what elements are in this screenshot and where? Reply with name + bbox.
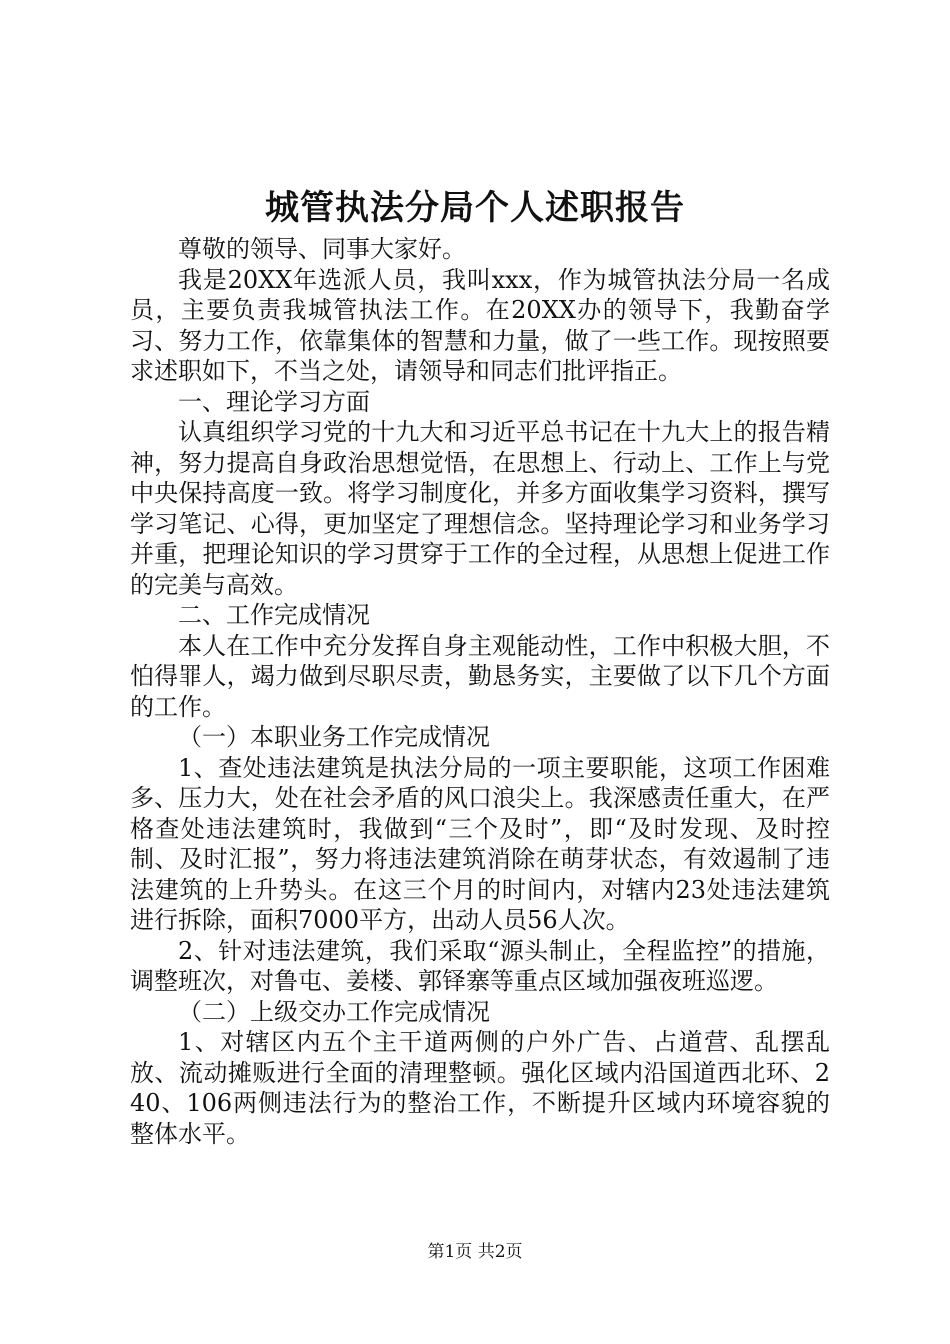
duty-item-1: 1、查处违法建筑是执法分局的一项主要职能，这项工作困难多、压力大，处在社会矛盾的风口浪尖上。我深感责任重大，在严格查处违法建筑时，我做到“三个及时”，即“及时发现、及时控制、及时汇报”，努力将违法建筑消除在萌芽状态，有效遏制了违法建筑的上升势头。在这三个月的时间内，对辖内23处违法建筑进行拆除，面积7000平方，出动人员56人次。 bbox=[130, 753, 830, 934]
subsection-heading-duty: （一）本职业务工作完成情况 bbox=[178, 723, 490, 751]
assigned-item-1: 1、对辖区内五个主干道两侧的户外广告、占道营、乱摆乱放、流动摊贩进行全面的清理整顿。强化区域内沿国道西北环、240、106两侧违法行为的整治工作，不断提升区域内环境容貌的整体水平。 bbox=[130, 1028, 830, 1148]
theory-paragraph: 认真组织学习党的十九大和习近平总书记在十九大上的报告精神，努力提高自身政治思想觉悟，在思想上、行动上、工作上与党中央保持高度一致。将学习制度化，并多方面收集学习资料，撰写学习笔记、心得，更加坚定了理想信念。坚持理论学习和业务学习并重，把理论知识的学习贯穿于工作的全过程，从思想上促进工作的完美与高效。 bbox=[130, 418, 830, 599]
section-heading-theory: 一、理论学习方面 bbox=[178, 387, 370, 416]
page-title: 城管执法分局个人述职报告 bbox=[265, 188, 685, 228]
page-footer: 第1页 共2页 bbox=[427, 1242, 523, 1262]
duty-item-2: 2、针对违法建筑，我们采取“源头制止，全程监控”的措施，调整班次，对鲁屯、姜楼、郭铎寨等重点区域加强夜班巡逻。 bbox=[130, 936, 830, 995]
section-heading-work: 二、工作完成情况 bbox=[178, 601, 370, 629]
greeting-paragraph: 尊敬的领导、同事大家好。 bbox=[178, 235, 466, 263]
intro-paragraph: 我是20XX年选派人员，我叫xxx，作为城管执法分局一名成员，主要负责我城管执法工作。在20XX办的领导下，我勤奋学习、努力工作，依靠集体的智慧和力量，做了一些工作。现按照要求述职如下，不当之处，请领导和同志们批评指正。 bbox=[130, 265, 830, 385]
document-body bbox=[130, 234, 830, 1149]
subsection-heading-assigned: （二）上级交办工作完成情况 bbox=[178, 997, 490, 1026]
work-paragraph: 本人在工作中充分发挥自身主观能动性，工作中积极大胆，不怕得罪人，竭力做到尽职尽责，勤恳务实，主要做了以下几个方面的工作。 bbox=[130, 631, 830, 721]
